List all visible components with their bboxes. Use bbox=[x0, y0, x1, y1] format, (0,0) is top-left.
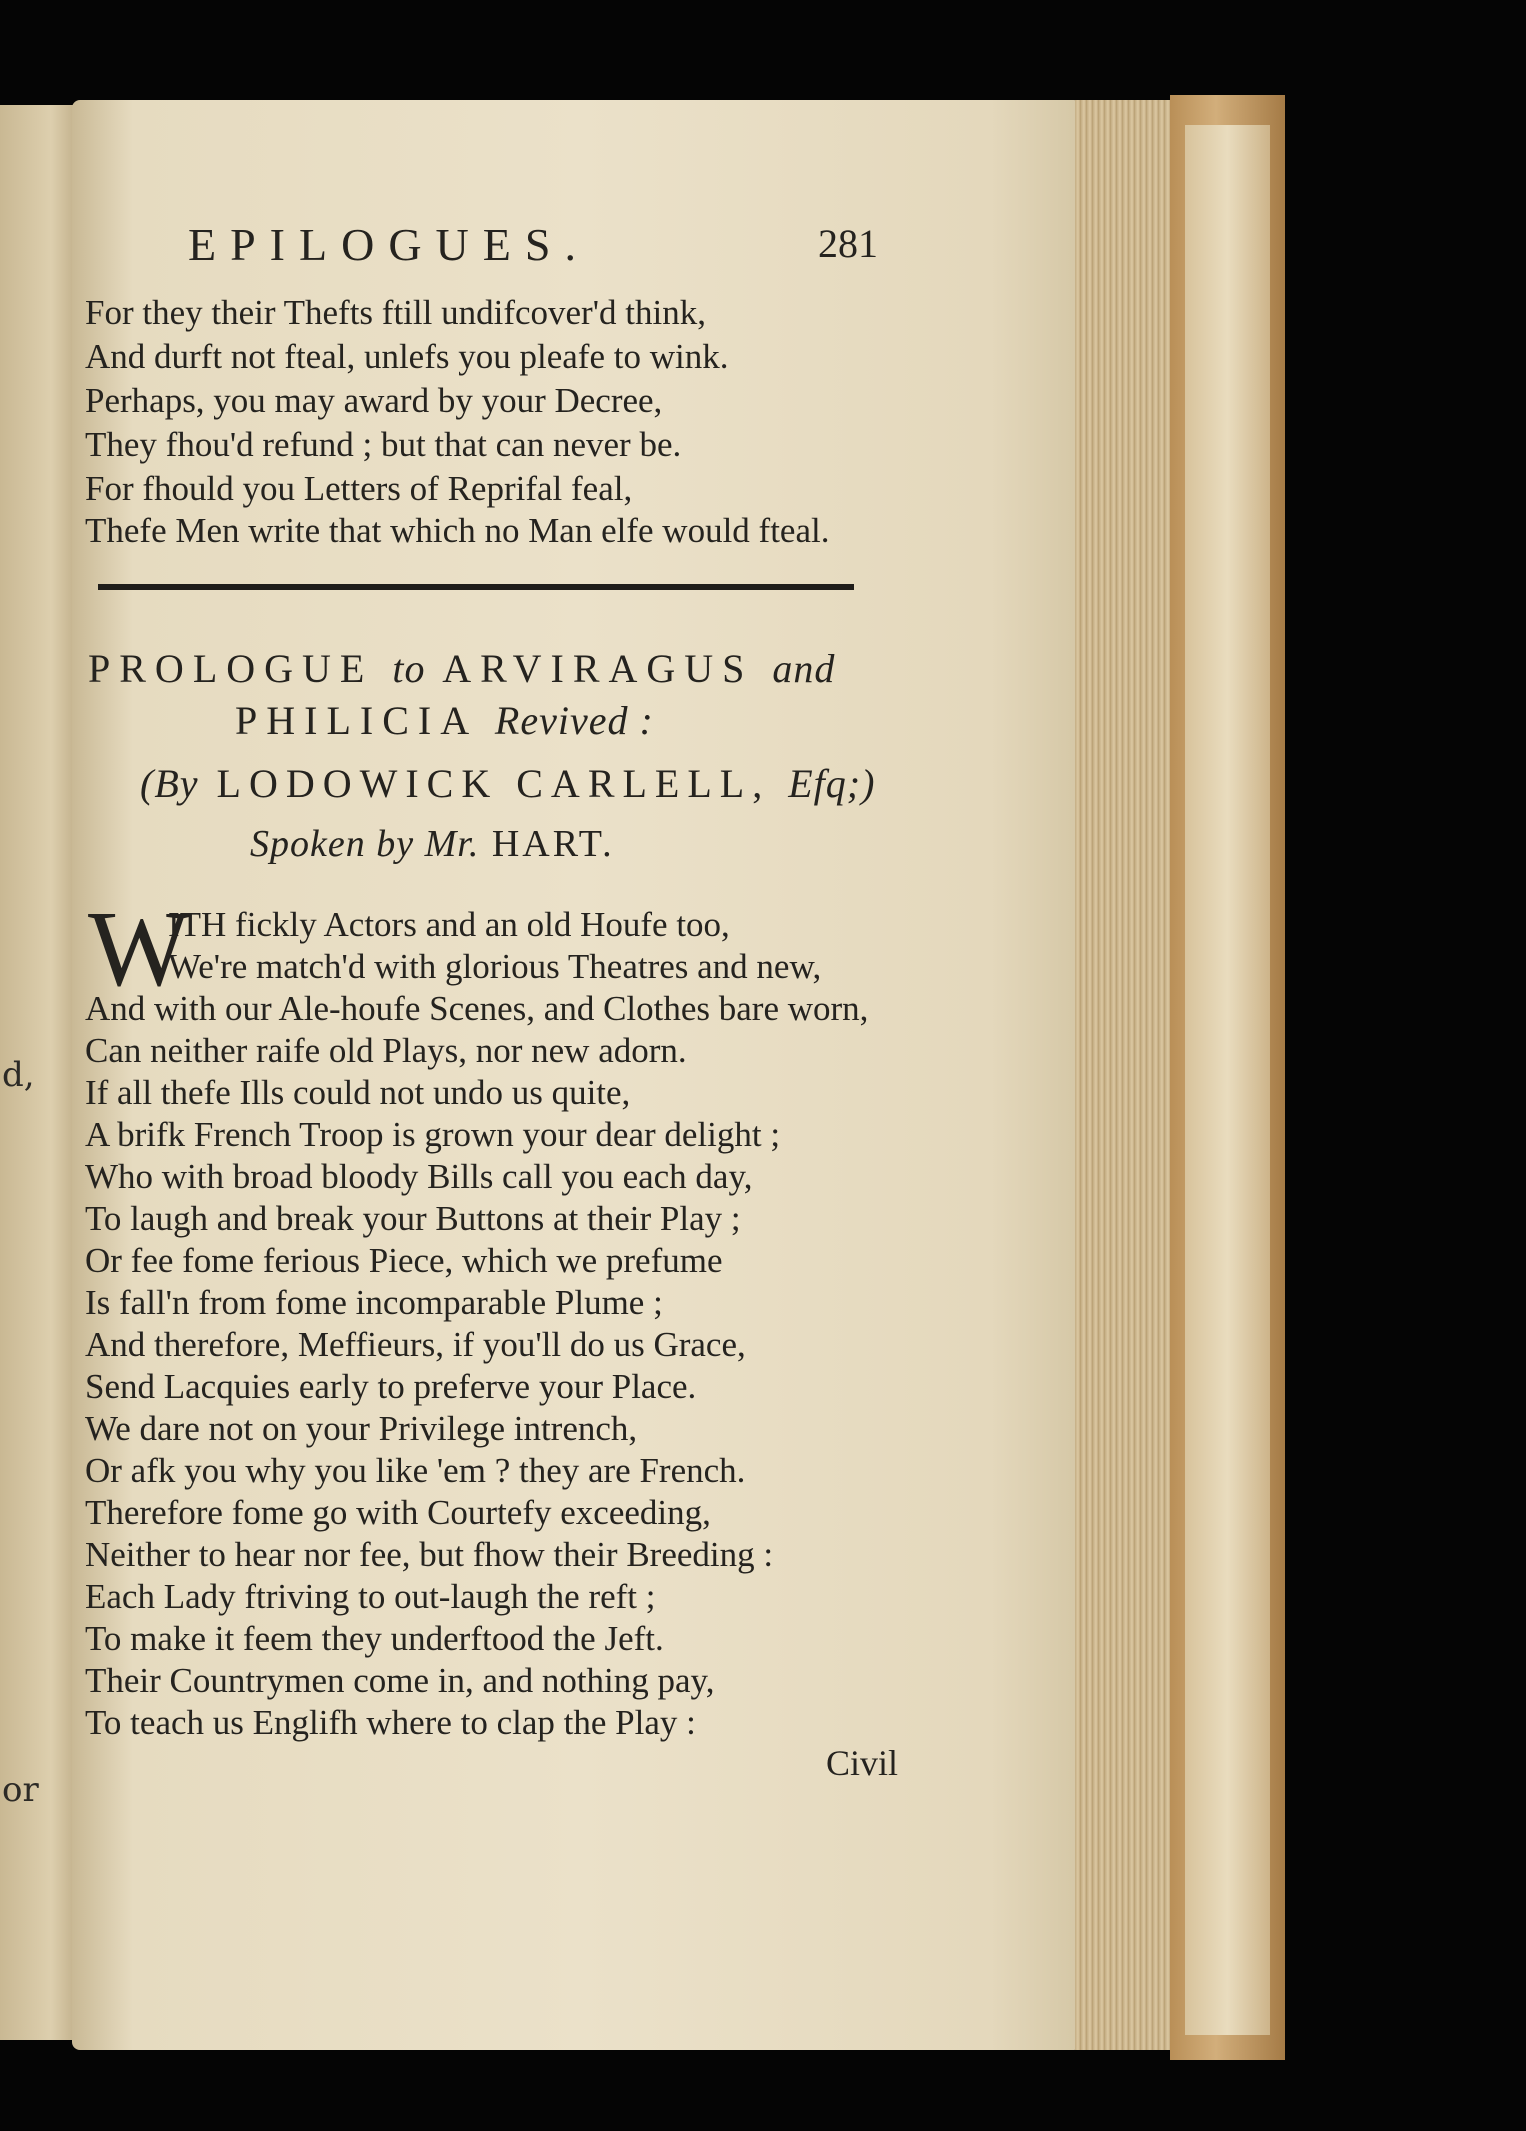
verse-line: For they their Thefts ftill undifcover'd think, bbox=[85, 293, 706, 332]
author-line bbox=[140, 760, 875, 807]
catchword: Civil bbox=[826, 1743, 899, 1783]
verse-line: Thefe Men write that which no Man elfe would fteal. bbox=[85, 511, 830, 550]
verse-line: Who with broad bloody Bills call you each day, bbox=[85, 1157, 753, 1196]
verse-line: We dare not on your Privilege intrench, bbox=[85, 1409, 638, 1448]
author-open: (By bbox=[140, 761, 199, 806]
verse-line: Or fee fome ferious Piece, which we prefume bbox=[85, 1241, 723, 1280]
verse-line: Is fall'n from fome incomparable Plume ; bbox=[85, 1283, 663, 1322]
title-play: ARVIRAGUS bbox=[442, 646, 754, 691]
verse-line: If all thefe Ills could not undo us quite, bbox=[85, 1073, 631, 1112]
running-title: EPILOGUES. bbox=[188, 219, 590, 270]
verse-line: Perhaps, you may award by your Decree, bbox=[85, 381, 663, 420]
verse-line: For fhould you Letters of Reprifal feal, bbox=[85, 469, 633, 508]
page-block-edge bbox=[1075, 100, 1175, 2050]
title-revived: Revived : bbox=[494, 698, 654, 743]
title-to: to bbox=[392, 646, 426, 691]
facing-page-fragment: d, bbox=[2, 1055, 35, 1095]
verse-line: ITH fickly Actors and an old Houfe too, bbox=[168, 905, 730, 944]
verse-line: And durft not fteal, unlefs you pleafe to wink. bbox=[85, 337, 729, 376]
verse-line: To make it feem they underftood the Jeft. bbox=[85, 1619, 664, 1658]
page-number: 281 bbox=[818, 221, 878, 266]
drop-cap: W bbox=[88, 890, 190, 1009]
prologue-title-line-1 bbox=[88, 645, 835, 692]
verse-line: A brifk French Troop is grown your dear delight ; bbox=[85, 1115, 781, 1154]
speaker-line bbox=[250, 822, 615, 866]
spoken-by: Spoken by Mr. bbox=[250, 823, 480, 865]
verse-line: Or afk you why you like 'em ? they are French. bbox=[85, 1451, 746, 1490]
verse-line: Send Lacquies early to preferve your Place. bbox=[85, 1367, 697, 1406]
verse-line: Can neither raife old Plays, nor new adorn. bbox=[85, 1031, 687, 1070]
prologue-title-line-2 bbox=[235, 697, 654, 744]
verse-line: Their Countrymen come in, and nothing pay, bbox=[85, 1661, 715, 1700]
verse-line: They fhou'd refund ; but that can never be. bbox=[85, 425, 682, 464]
verse-line: Therefore fome go with Courtefy exceeding, bbox=[85, 1493, 711, 1532]
verse-line: To teach us Englifh where to clap the Play : bbox=[85, 1703, 696, 1742]
title-play2: PHILICIA bbox=[235, 698, 476, 743]
facing-page-fragment: or bbox=[2, 1770, 39, 1810]
verse-line: Each Lady ftriving to out-laugh the reft ; bbox=[85, 1577, 656, 1616]
verse-line: And with our Ale-houfe Scenes, and Clothes bare worn, bbox=[85, 989, 869, 1028]
endpaper bbox=[1185, 125, 1270, 2035]
verse-line: To laugh and break your Buttons at their Play ; bbox=[85, 1199, 741, 1238]
verse-line: And therefore, Meffieurs, if you'll do us Grace, bbox=[85, 1325, 746, 1364]
title-prologue: PROLOGUE bbox=[88, 646, 374, 691]
verse-line: Neither to hear nor fee, but fhow their Breeding : bbox=[85, 1535, 774, 1574]
author-name: LODOWICK CARLELL, bbox=[216, 761, 771, 806]
verse-line: We're match'd with glorious Theatres and new, bbox=[168, 947, 822, 986]
speaker-name: HART. bbox=[491, 823, 615, 865]
title-and: and bbox=[772, 646, 836, 691]
author-suffix: Efq;) bbox=[788, 761, 876, 806]
section-rule bbox=[98, 584, 854, 590]
